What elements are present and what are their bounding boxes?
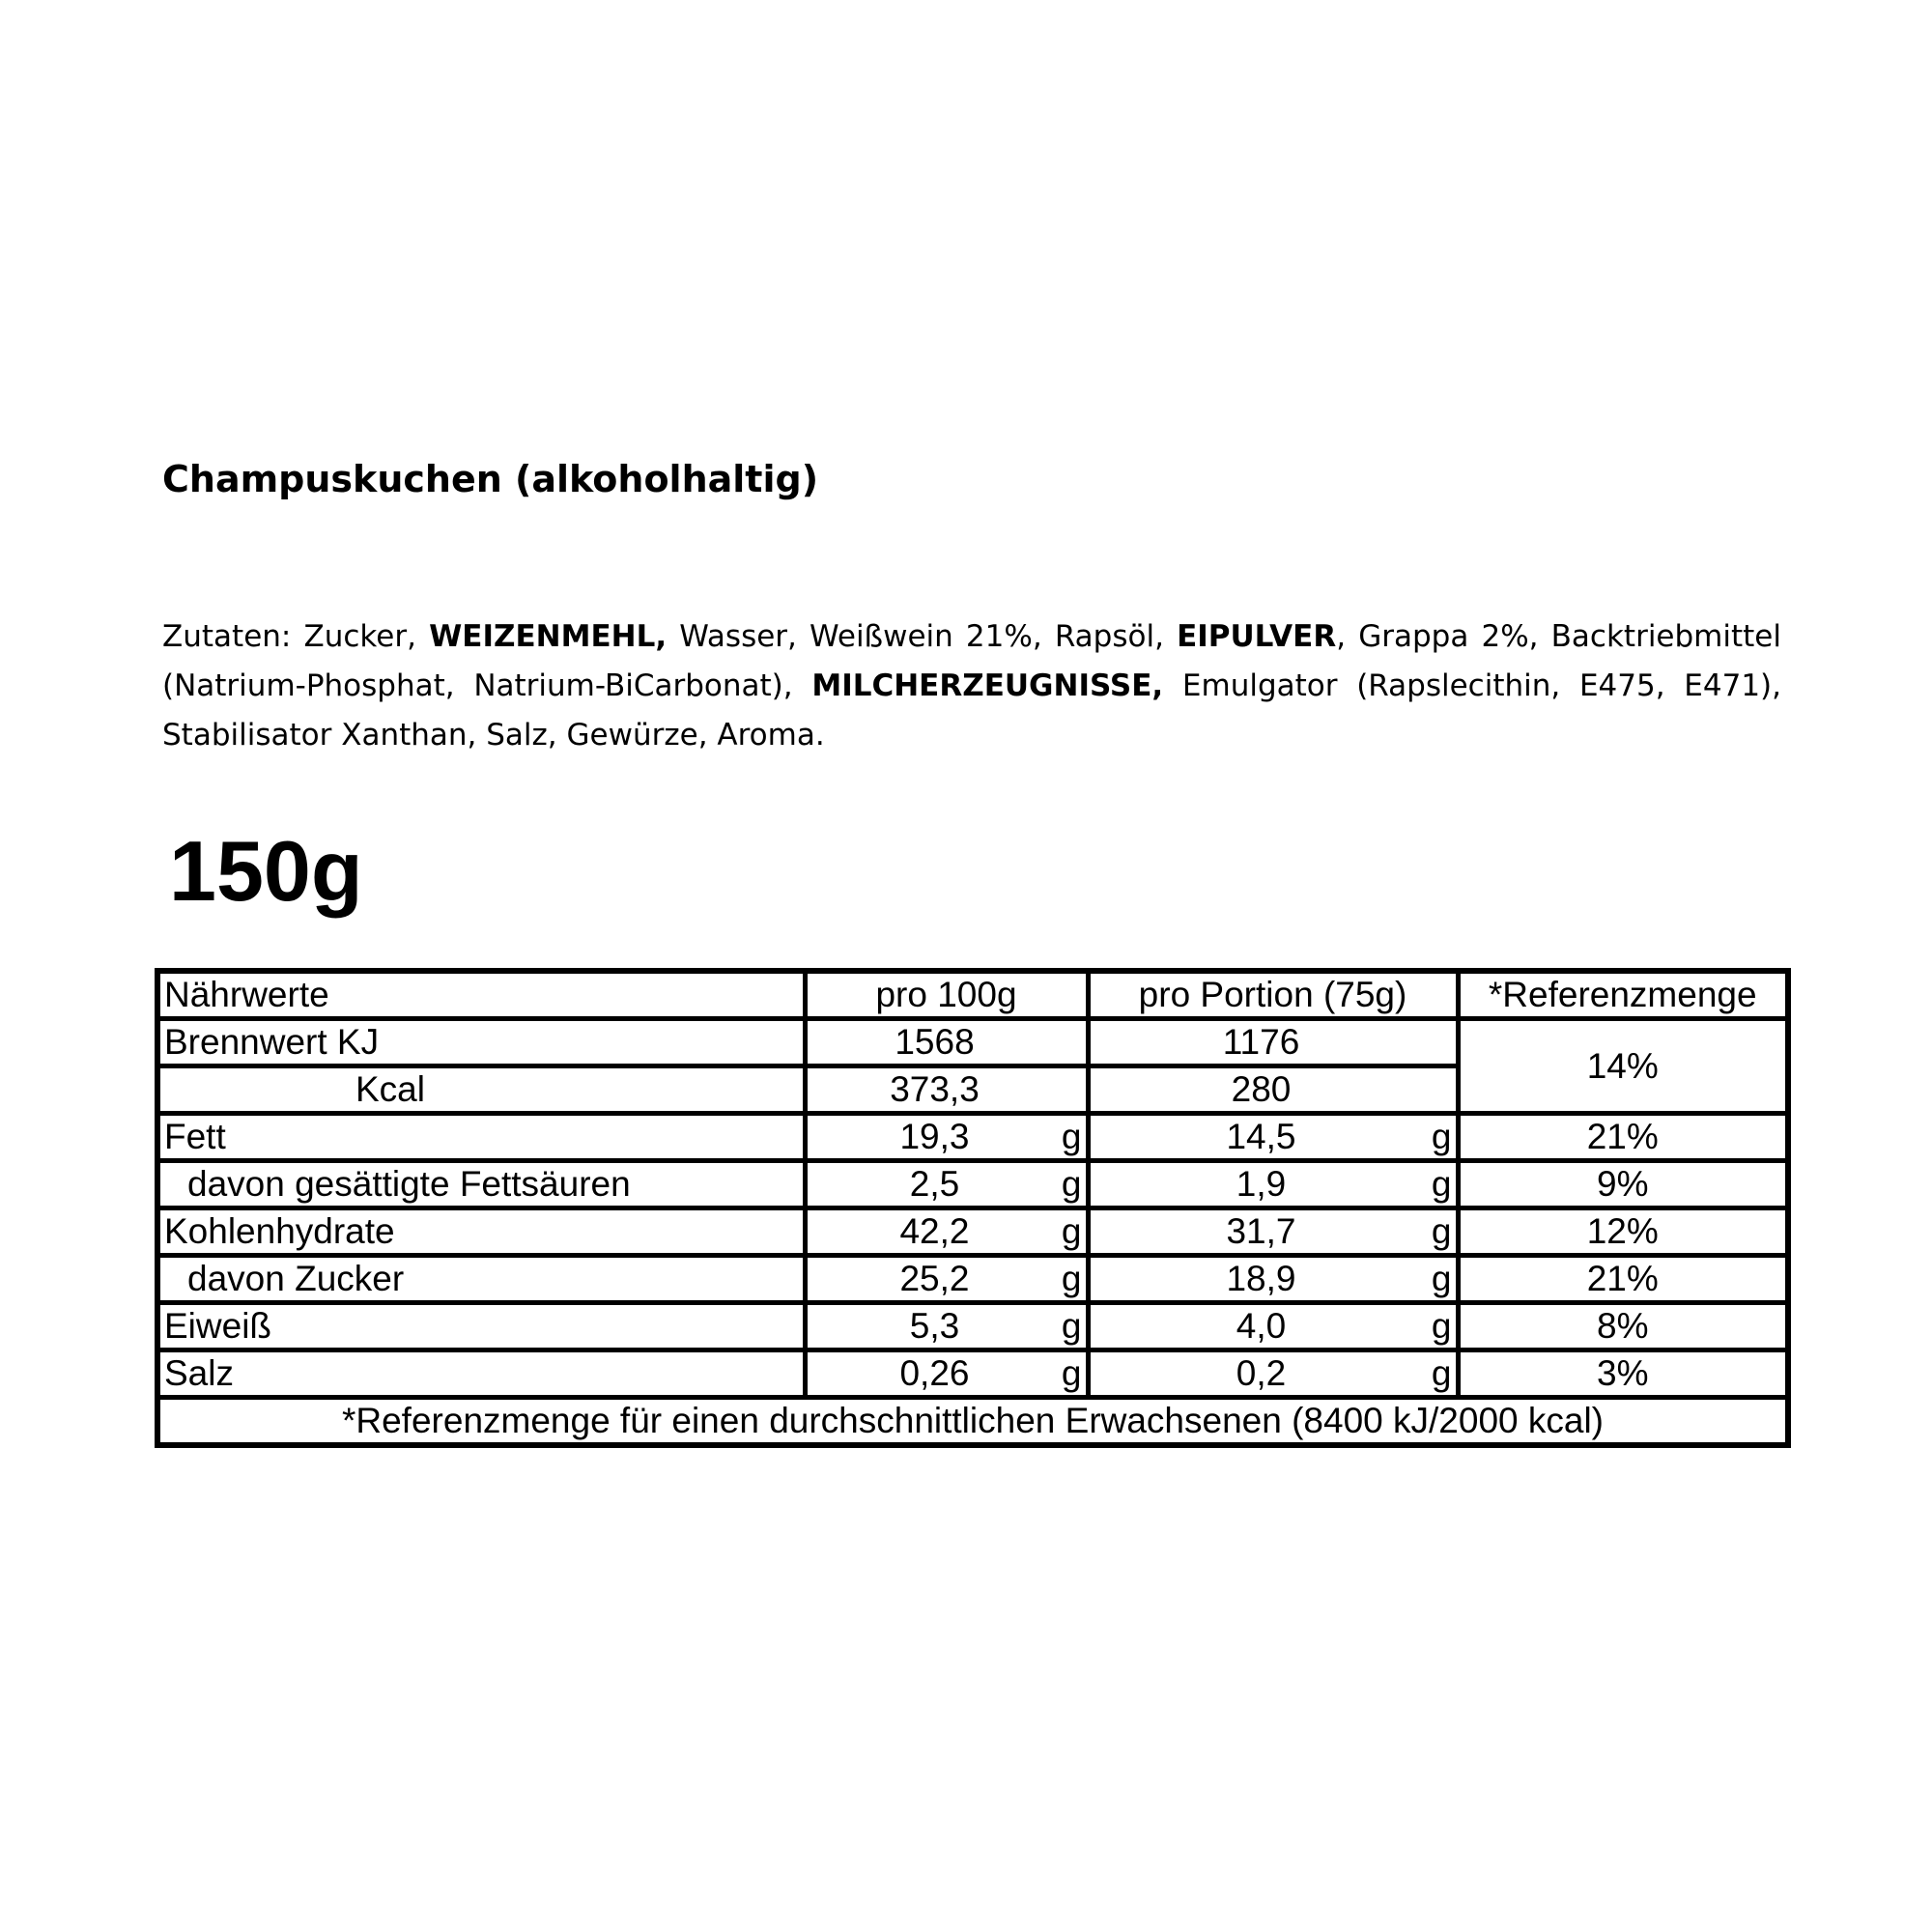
value-unit: g <box>1061 1117 1082 1156</box>
table-row <box>157 1114 1788 1161</box>
value-per-portion <box>1088 1019 1458 1066</box>
value-number: 31,7 <box>1226 1211 1296 1251</box>
value-per-100g <box>805 1114 1088 1161</box>
row-label: Kcal <box>157 1066 805 1114</box>
ingredients-text <box>162 612 1781 760</box>
value-per-100g <box>805 1019 1088 1066</box>
header-cell-nutrients: Nährwerte <box>157 971 805 1019</box>
value-per-100g <box>805 1208 1088 1256</box>
value-per-100g <box>805 1350 1088 1398</box>
value-number: 2,5 <box>909 1164 960 1204</box>
row-label: Salz <box>157 1350 805 1398</box>
header-cell-per-portion: pro Portion (75g) <box>1088 971 1458 1019</box>
value-unit: g <box>1431 1353 1452 1393</box>
value-per-100g <box>805 1303 1088 1350</box>
value-unit: g <box>1061 1164 1082 1204</box>
reference-percent: 8% <box>1458 1303 1788 1350</box>
value-per-100g <box>805 1066 1088 1114</box>
ingredients-part: Wasser, Weißwein 21%, Rapsöl, <box>667 619 1178 654</box>
value-per-100g <box>805 1256 1088 1303</box>
reference-percent: 9% <box>1458 1161 1788 1208</box>
product-title: Champuskuchen (alkoholhaltig) <box>162 458 819 500</box>
value-number: 42,2 <box>899 1211 970 1251</box>
value-unit: g <box>1431 1259 1452 1298</box>
reference-percent: 21% <box>1458 1114 1788 1161</box>
value-number: 18,9 <box>1226 1259 1296 1298</box>
row-label: davon gesättigte Fettsäuren <box>157 1161 805 1208</box>
nutrition-table <box>155 968 1791 1448</box>
table-row-energy-kj <box>157 1019 1788 1066</box>
header-cell-reference: *Referenzmenge <box>1458 971 1788 1019</box>
table-footnote-row <box>157 1398 1788 1446</box>
value-number: 0,2 <box>1236 1353 1287 1393</box>
value-per-portion <box>1088 1303 1458 1350</box>
value-unit: g <box>1061 1306 1082 1346</box>
table-header-row <box>157 971 1788 1019</box>
value-number: 1176 <box>1222 1022 1300 1062</box>
row-label: Kohlenhydrate <box>157 1208 805 1256</box>
value-unit: g <box>1431 1306 1452 1346</box>
ingredients-part: Zutaten: Zucker, <box>162 619 430 654</box>
value-per-portion <box>1088 1066 1458 1114</box>
value-number: 5,3 <box>909 1306 960 1346</box>
value-unit: g <box>1061 1353 1082 1393</box>
value-number: 14,5 <box>1226 1117 1296 1156</box>
value-per-portion <box>1088 1208 1458 1256</box>
row-label: Fett <box>157 1114 805 1161</box>
value-unit: g <box>1431 1211 1452 1251</box>
value-per-portion <box>1088 1256 1458 1303</box>
header-cell-per-100g: pro 100g <box>805 971 1088 1019</box>
reference-percent: 21% <box>1458 1256 1788 1303</box>
value-number: 373,3 <box>890 1069 980 1109</box>
ingredients-part: , Grappa 2%, Backtriebmittel (Natrium-Phosphat, Natrium-BiCarbonat), <box>162 619 1781 703</box>
reference-energy: 14% <box>1458 1019 1788 1114</box>
value-unit: g <box>1431 1164 1452 1204</box>
allergen-milk-products: MILCHERZEUGNISSE, <box>811 668 1164 703</box>
allergen-egg-powder: EIPULVER <box>1177 619 1337 654</box>
value-number: 1,9 <box>1236 1164 1287 1204</box>
allergen-wheat-flour: WEIZENMEHL, <box>429 619 668 654</box>
value-number: 1568 <box>895 1022 975 1062</box>
table-row <box>157 1161 1788 1208</box>
value-number: 25,2 <box>899 1259 970 1298</box>
value-per-portion <box>1088 1114 1458 1161</box>
row-label: Brennwert KJ <box>157 1019 805 1066</box>
value-unit: g <box>1061 1259 1082 1298</box>
ingredients-part: Emulgator (Rapslecithin, E475, E471), Stabilisator Xanthan, Salz, Gewürze, Aroma. <box>162 668 1781 753</box>
reference-percent: 12% <box>1458 1208 1788 1256</box>
reference-footnote: *Referenzmenge für einen durchschnittlichen Erwachsenen (8400 kJ/2000 kcal) <box>157 1398 1788 1446</box>
value-number: 0,26 <box>899 1353 970 1393</box>
row-label: davon Zucker <box>157 1256 805 1303</box>
net-weight: 150g <box>169 823 363 919</box>
table-row <box>157 1208 1788 1256</box>
value-number: 4,0 <box>1236 1306 1287 1346</box>
value-per-100g <box>805 1161 1088 1208</box>
table-row <box>157 1303 1788 1350</box>
value-per-portion <box>1088 1161 1458 1208</box>
value-number: 280 <box>1231 1069 1292 1109</box>
table-row <box>157 1256 1788 1303</box>
row-label: Eiweiß <box>157 1303 805 1350</box>
value-per-portion <box>1088 1350 1458 1398</box>
table-row <box>157 1350 1788 1398</box>
value-unit: g <box>1061 1211 1082 1251</box>
value-number: 19,3 <box>899 1117 970 1156</box>
reference-percent: 3% <box>1458 1350 1788 1398</box>
value-unit: g <box>1431 1117 1452 1156</box>
